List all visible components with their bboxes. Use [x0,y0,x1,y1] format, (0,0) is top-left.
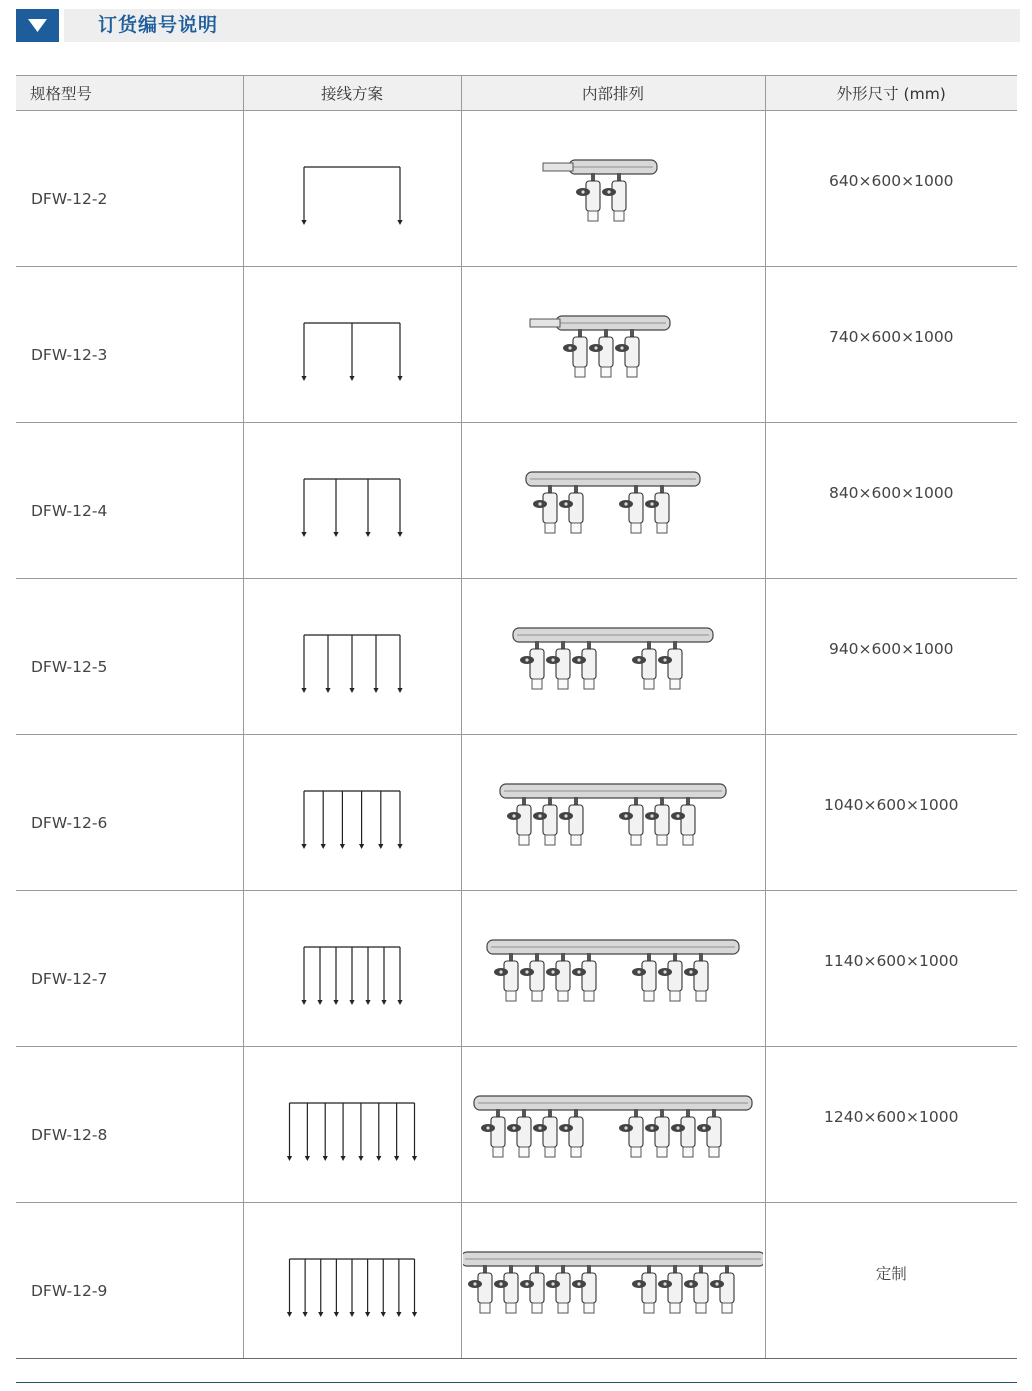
dimensions-cell [765,111,1017,267]
column-header-wiring: 接线方案 [243,76,461,111]
connector-unit [632,1265,656,1313]
internal-layout-drawing [463,1231,763,1331]
connector-unit [645,797,669,845]
section-title: 订货编号说明 [98,14,219,36]
feeder-arrow [396,1259,401,1317]
feeder-arrow [365,479,370,537]
model-cell [16,267,243,423]
order-spec-table [16,75,1017,1359]
wiring-diagram [277,1075,427,1175]
dimensions-cell [765,267,1017,423]
wiring-cell [243,267,461,423]
feeder-arrow [397,167,402,225]
connector-unit [697,1109,721,1157]
internal-layout-drawing [463,451,763,551]
model-cell [16,579,243,735]
dimensions-value: 840×600×1000 [828,483,954,502]
internal-layout-drawing [463,763,763,863]
connector-unit [572,1265,596,1313]
feeder-arrow [397,791,402,849]
layout-cell [461,111,765,267]
connector-unit [684,953,708,1001]
connector-unit [710,1265,734,1313]
feeder-arrow [378,791,383,849]
feeder-arrow [323,1103,328,1161]
connector-unit [645,485,669,533]
dimensions-cell [765,579,1017,735]
internal-layout-drawing [463,607,763,707]
wiring-cell [243,1203,461,1359]
feeder-arrow [325,635,330,693]
feeder-arrow [287,1259,292,1317]
connector-unit [468,1265,492,1313]
connector-unit [658,1265,682,1313]
wiring-cell [243,1047,461,1203]
table-row [16,735,1017,891]
model-cell [16,1203,243,1359]
connector-unit [572,953,596,1001]
connector-unit [546,953,570,1001]
connector-unit [520,1265,544,1313]
model-cell [16,891,243,1047]
dimensions-value: 1040×600×1000 [824,795,959,814]
feeder-arrow [349,323,354,381]
connector-unit [546,1265,570,1313]
model-number: DFW-12-2 [31,189,108,208]
connector-unit [602,173,626,221]
wiring-diagram [277,451,427,551]
connector-unit [619,485,643,533]
connector-unit [619,1109,643,1157]
layout-cell [461,1047,765,1203]
table-row [16,267,1017,423]
dimensions-value: 940×600×1000 [828,639,954,658]
wiring-diagram [277,919,427,1019]
connector-unit [533,797,557,845]
table-row [16,891,1017,1047]
feeder-arrow [358,1103,363,1161]
feeder-arrow [340,1103,345,1161]
wiring-diagram [277,607,427,707]
column-header-model: 规格型号 [16,76,243,111]
feeder-arrow [349,947,354,1005]
feeder-arrow [394,1103,399,1161]
connector-unit [494,953,518,1001]
connector-unit [559,797,583,845]
feeder-arrow [333,479,338,537]
connector-unit [632,953,656,1001]
dimensions-cell [765,1203,1017,1359]
connector-unit [645,1109,669,1157]
connector-unit [533,485,557,533]
layout-cell [461,267,765,423]
connector-unit [572,641,596,689]
feeder-arrow [397,635,402,693]
model-cell [16,423,243,579]
feeder-arrow [301,167,306,225]
model-number: DFW-12-6 [31,813,108,832]
connector-unit [559,1109,583,1157]
connector-unit [559,485,583,533]
column-header-layout: 内部排列 [461,76,765,111]
connector-unit [658,953,682,1001]
feeder-arrow [305,1103,310,1161]
feeder-arrow [301,635,306,693]
connector-unit [563,329,587,377]
feeder-arrow [303,1259,308,1317]
connector-unit [520,641,544,689]
feeder-arrow [381,947,386,1005]
feeder-arrow [365,1259,370,1317]
feeder-arrow [365,947,370,1005]
dimensions-cell [765,891,1017,1047]
connector-unit [632,641,656,689]
dimensions-value: 1240×600×1000 [824,1107,959,1126]
layout-cell [461,423,765,579]
connector-unit [520,953,544,1001]
feeder-arrow [301,323,306,381]
model-number: DFW-12-8 [31,1125,108,1144]
connector-unit [684,1265,708,1313]
feeder-arrow [381,1259,386,1317]
feeder-arrow [317,947,322,1005]
feeder-arrow [412,1103,417,1161]
dimensions-cell [765,735,1017,891]
table-header-row [16,76,1017,111]
dimensions-value: 640×600×1000 [828,171,954,190]
connector-unit [546,641,570,689]
dimensions-cell [765,423,1017,579]
table-row [16,1047,1017,1203]
connector-unit [481,1109,505,1157]
connector-unit [507,1109,531,1157]
triangle-down-icon [16,9,59,42]
feeder-arrow [349,1259,354,1317]
wiring-cell [243,891,461,1047]
feeder-arrow [301,947,306,1005]
model-number: DFW-12-9 [31,1281,108,1300]
connector-unit [507,797,531,845]
connector-unit [671,797,695,845]
feeder-arrow [373,635,378,693]
column-header-dimensions: 外形尺寸 (mm) [765,76,1017,111]
feeder-arrow [301,791,306,849]
table-row [16,579,1017,735]
feeder-arrow [301,479,306,537]
feeder-arrow [397,479,402,537]
feeder-arrow [334,1259,339,1317]
internal-layout-drawing [463,295,763,395]
dimensions-value: 定制 [875,1264,907,1283]
connector-unit [589,329,613,377]
dimensions-value: 1140×600×1000 [824,951,959,970]
feeder-arrow [359,791,364,849]
feeder-arrow [333,947,338,1005]
model-number: DFW-12-4 [31,501,108,520]
model-number: DFW-12-5 [31,657,108,676]
connector-unit [533,1109,557,1157]
connector-unit [576,173,600,221]
feeder-arrow [340,791,345,849]
wiring-cell [243,111,461,267]
model-number: DFW-12-7 [31,969,108,988]
feeder-arrow [397,323,402,381]
connector-unit [671,1109,695,1157]
model-cell [16,735,243,891]
feeder-arrow [349,635,354,693]
feeder-arrow [318,1259,323,1317]
model-cell [16,111,243,267]
model-cell [16,1047,243,1203]
wiring-cell [243,735,461,891]
table-row [16,111,1017,267]
internal-layout-drawing [463,919,763,1019]
feeder-arrow [412,1259,417,1317]
wiring-diagram [277,763,427,863]
wiring-diagram [277,1231,427,1331]
wiring-diagram [277,295,427,395]
wiring-diagram [277,139,427,239]
internal-layout-drawing [463,1075,763,1175]
wiring-cell [243,579,461,735]
feeder-arrow [321,791,326,849]
model-number: DFW-12-3 [31,345,108,364]
layout-cell [461,891,765,1047]
wiring-cell [243,423,461,579]
bottom-rule [16,1382,1017,1383]
dimensions-cell [765,1047,1017,1203]
dimensions-value: 740×600×1000 [828,327,954,346]
layout-cell [461,1203,765,1359]
layout-cell [461,735,765,891]
feeder-arrow [397,947,402,1005]
connector-unit [615,329,639,377]
feeder-arrow [287,1103,292,1161]
table-row [16,1203,1017,1359]
connector-unit [658,641,682,689]
title-separator [59,9,64,42]
feeder-arrow [376,1103,381,1161]
internal-layout-drawing [463,139,763,239]
connector-unit [494,1265,518,1313]
table-row [16,423,1017,579]
connector-unit [619,797,643,845]
layout-cell [461,579,765,735]
